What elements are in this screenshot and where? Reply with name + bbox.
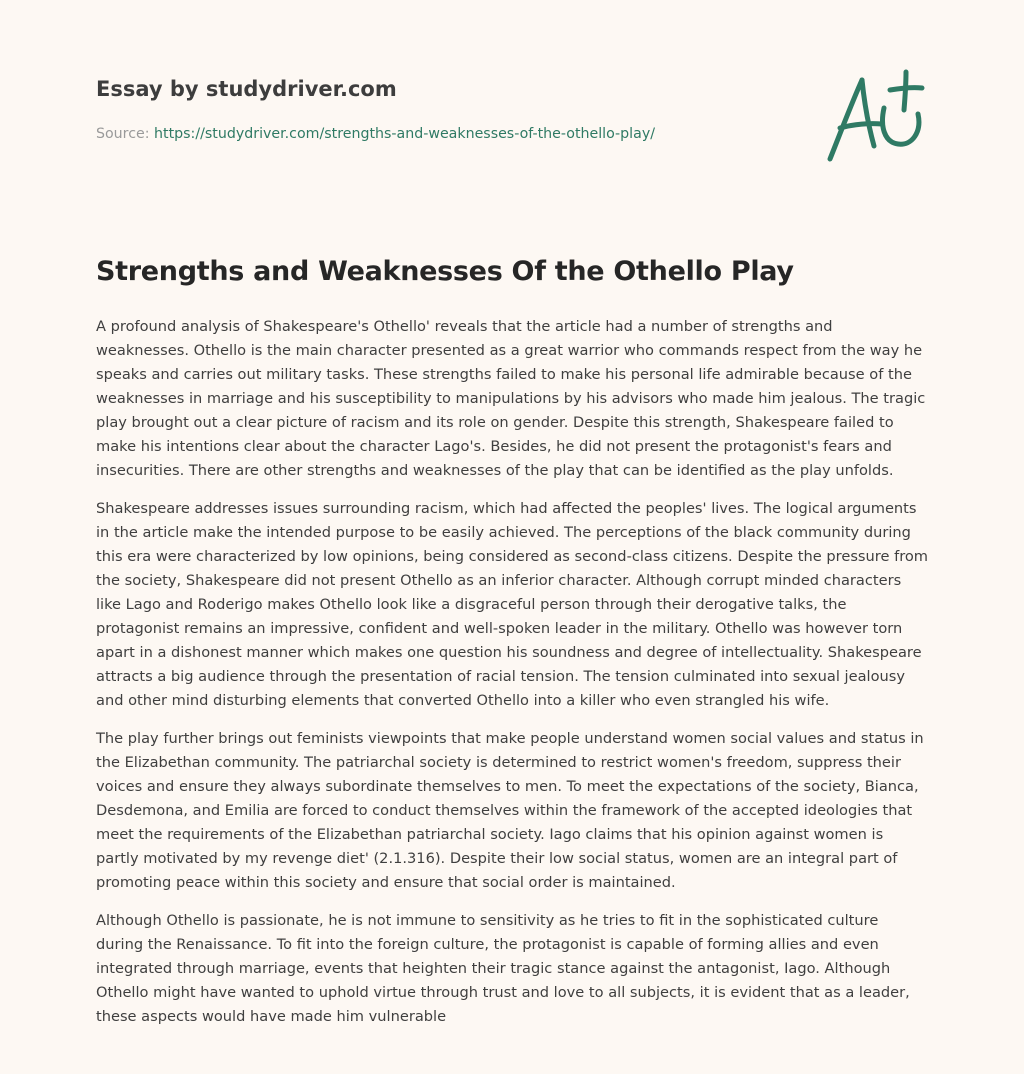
article-body [96, 315, 930, 1043]
site-title: Essay by studydriver.com [96, 77, 397, 101]
paragraph-4: Although Othello is passionate, he is not immune to sensitivity as he tries to fit in the sophisticated culture during the Renaissance. To fit into the foreign culture, the protagonist is capable of forming allies and even integrated through marriage, events that heighten their tragic stance against the antagonist, Iago. Although Othello might have wanted to uphold virtue through trust and love to all subjects, it is evident that as a leader, these aspects would have made him vulnerable [96, 912, 910, 1025]
source-link[interactable]: https://studydriver.com/strengths-and-weaknesses-of-the-othello-play/ [154, 126, 655, 142]
source-label: Source: [96, 126, 155, 142]
a-plus-logo-icon [818, 66, 930, 166]
source-line [96, 124, 796, 144]
paragraph-3: The play further brings out feminists viewpoints that make people understand women social values and status in the Elizabethan community. The patriarchal society is determined to restrict women's freedom, suppress their voices and ensure they always subordinate themselves to men. To meet the expectations of the society, Bianca, Desdemona, and Emilia are forced to conduct themselves within the framework of the accepted ideologies that meet the requirements of the Elizabethan patriarchal society. Iago claims that his opinion against women is partly motivated by my revenge diet' (2.1.316). Despite their low social status, women are an integral part of promoting peace within this society and ensure that social order is maintained. [96, 730, 924, 891]
paragraph-1: A profound analysis of Shakespeare's Othello' reveals that the article had a number of strengths and weaknesses. Othello is the main character presented as a great warrior who commands respect from the way he speaks and carries out military tasks. These strengths failed to make his personal life admirable because of the weaknesses in marriage and his susceptibility to manipulations by his advisors who made him jealous. The tragic play brought out a clear picture of racism and its role on gender. Despite this strength, Shakespeare failed to make his intentions clear about the character Lago's. Besides, he did not present the protagonist's fears and insecurities. There are other strengths and weaknesses of the play that can be identified as the play unfolds. [96, 318, 926, 479]
article-title: Strengths and Weaknesses Of the Othello Play [96, 256, 794, 287]
page-header [96, 74, 796, 144]
paragraph-2: Shakespeare addresses issues surrounding racism, which had affected the peoples' lives. The logical arguments in the article make the intended purpose to be easily achieved. The perceptions of the black community during this era were characterized by low opinions, being considered as second-class citizens. Despite the pressure from the society, Shakespeare did not present Othello as an inferior character. Although corrupt minded characters like Lago and Roderigo makes Othello look like a disgraceful person through their derogative talks, the protagonist remains an impressive, confident and well-spoken leader in the military. Othello was however torn apart in a dishonest manner which makes one question his soundness and degree of intellectuality. Shakespeare attracts a big audience through the presentation of racial tension. The tension culminated into sexual jealousy and other mind disturbing elements that converted Othello into a killer who even strangled his wife. [96, 500, 929, 709]
